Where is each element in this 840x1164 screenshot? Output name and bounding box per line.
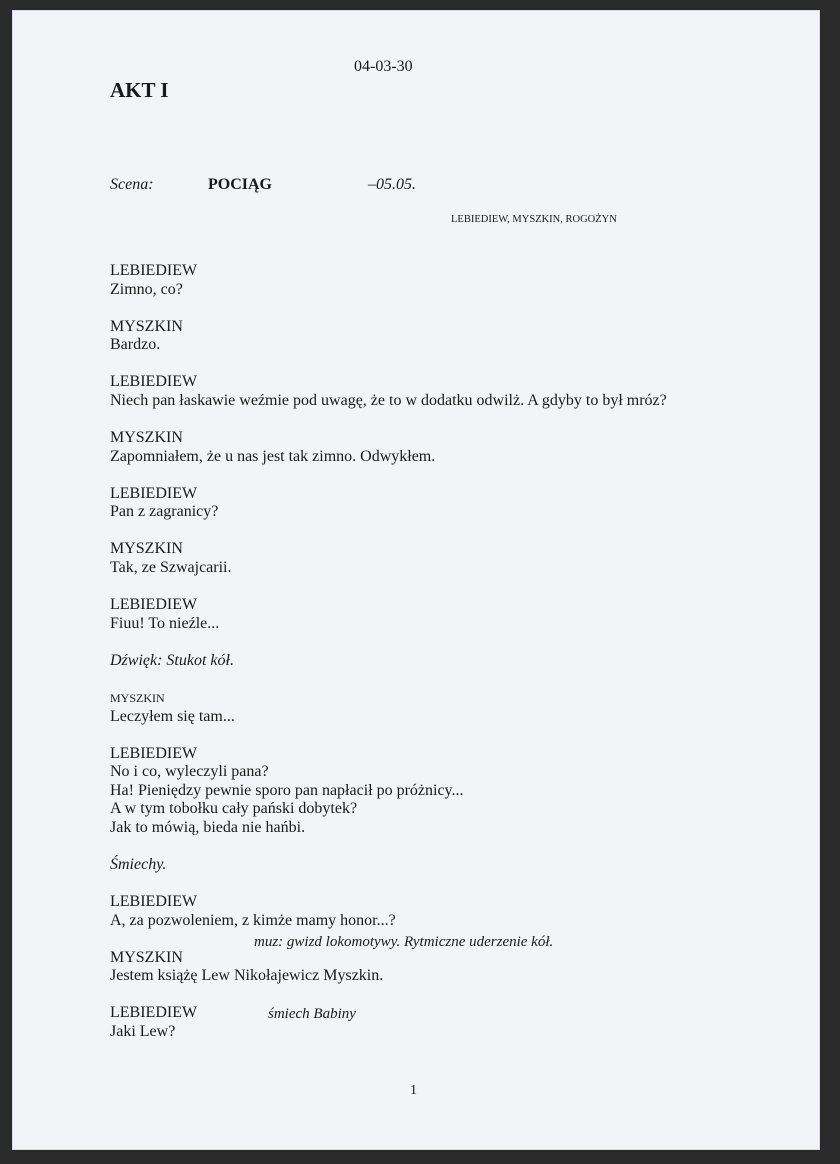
dialogue-line: Bardzo. (110, 336, 161, 354)
document-date: 04-03-30 (354, 58, 413, 75)
speaker-name: MYSZKIN (110, 317, 183, 335)
stage-direction: Dźwięk: Stukot kół. (110, 651, 234, 669)
dialogue-line: Jestem książę Lew Nikołajewicz Myszkin. (110, 967, 384, 985)
dialogue-line: Pan z zagranicy? (110, 503, 219, 521)
dialogue-line: Zapomniałem, że u nas jest tak zimno. Odwykłem. (110, 447, 436, 465)
script-body (110, 262, 790, 1041)
speaker-name: LEBIEDIEW (110, 262, 198, 279)
speaker-name: LEBIEDIEW (110, 893, 198, 911)
scene-characters: LEBIEDIEW, MYSZKIN, ROGOŻYN (451, 214, 617, 225)
scene-time: –05.05. (368, 176, 416, 193)
dialogue-line: Jaki Lew? (110, 1022, 176, 1040)
speaker-name: MYSZKIN (110, 429, 183, 447)
page-number: 1 (410, 1083, 417, 1098)
scene-name: POCIĄG (208, 176, 272, 193)
speaker-name: LEBIEDIEW (110, 1004, 198, 1022)
speaker-name: MYSZKIN (110, 948, 183, 966)
dialogue-line: Niech pan łaskawie weźmie pod uwagę, że to w dodatku odwilż. A gdyby to był mróz? (110, 391, 667, 409)
speaker-name: MYSZKIN (110, 691, 165, 705)
dialogue-line: Leczyłem się tam... (110, 707, 235, 725)
stage-direction: Śmiechy. (110, 855, 167, 873)
speaker-name: LEBIEDIEW (110, 373, 198, 391)
document-page (12, 10, 820, 1150)
dialogue-line: Zimno, co? (110, 280, 183, 298)
laugh-cue: śmiech Babiny (268, 1006, 356, 1022)
dialogue-line: A, za pozwoleniem, z kimże mamy honor...? (110, 911, 396, 929)
dialogue-line: A w tym tobołku cały pański dobytek? (110, 800, 358, 818)
dialogue-line: Ha! Pieniędzy pewnie sporo pan napłacił po próżnicy... (110, 781, 464, 799)
speaker-name: LEBIEDIEW (110, 596, 198, 614)
act-title: AKT I (110, 78, 169, 102)
speaker-name: MYSZKIN (110, 540, 183, 558)
dialogue-line: Fiuu! To nieźle... (110, 614, 220, 632)
scene-label: Scena: (110, 176, 154, 193)
dialogue-line: Tak, ze Szwajcarii. (110, 558, 232, 576)
dialogue-line: No i co, wyleczyli pana? (110, 763, 269, 781)
speaker-name: LEBIEDIEW (110, 484, 198, 502)
speaker-name: LEBIEDIEW (110, 744, 198, 762)
dialogue-line: Jak to mówią, bieda nie hańbi. (110, 818, 306, 836)
music-cue: muz: gwizd lokomotywy. Rytmiczne uderzenie kół. (254, 934, 554, 950)
